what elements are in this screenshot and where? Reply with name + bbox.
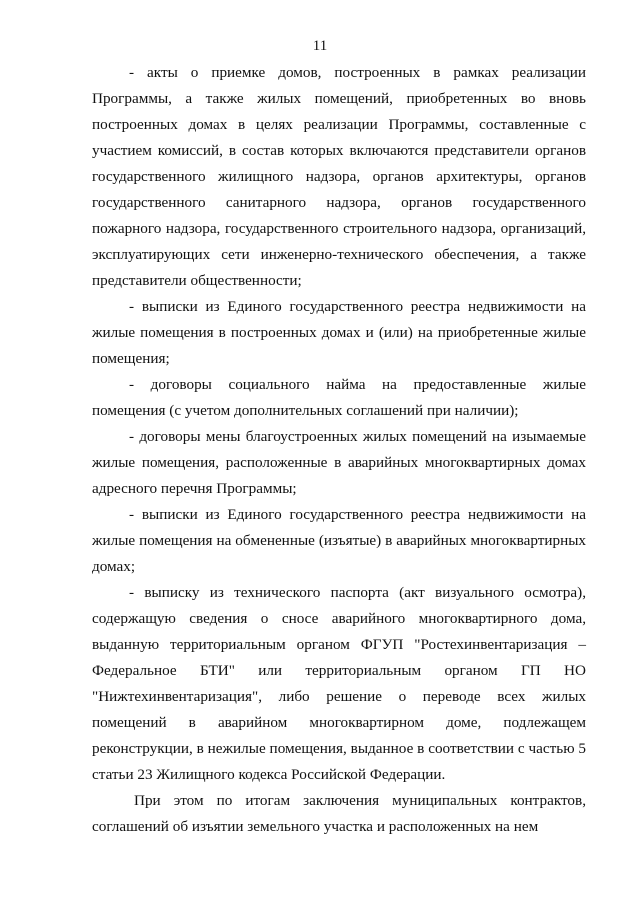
paragraph-acceptance-acts: - акты о приемке домов, построенных в рамках реализации Программы, а также жилых помещений, приобретенных во вновь построенных домах в целях реализации Программы, составленные с участием комиссий, в состав которых включаются представители органов государственного жилищного надзора, органов архитектуры, органов государственного санитарного надзора, органов государственного пожарного надзора, государственного строительного надзора, организаций, эксплуатирующих сети инженерно-технического обеспечения, а также представители общественности; (92, 64, 586, 289)
page-number: 11 (312, 38, 328, 54)
paragraph-exchange-contracts: - договоры мены благоустроенных жилых помещений на изымаемые жилые помещения, расположенные в аварийных многоквартирных домах адресного перечня Программы; (92, 428, 586, 497)
paragraph-technical-passport: - выписку из технического паспорта (акт визуального осмотра), содержащую сведения о сносе аварийного многоквартирного дома, выданную территориальным органом ФГУП "Ростехинвентаризация – Федеральное БТИ" или территориальным органом ГП НО "Нижтехинвентаризация", либо решение о переводе всех жилых помещений в аварийном многоквартирном доме, подлежащем реконструкции, в нежилые помещения, выданное в соответствии с частью 5 статьи 23 Жилищного кодекса Российской Федерации. (92, 584, 586, 783)
paragraph-contracts-conclusion: При этом по итогам заключения муниципальных контрактов, соглашений об изъятии земельного участка и расположенных на нем (92, 792, 586, 835)
document-body (92, 60, 586, 840)
paragraph-social-lease-contracts: - договоры социального найма на предоставленные жилые помещения (с учетом дополнительных соглашений при наличии); (92, 376, 586, 419)
paragraph-registry-extracts: - выписки из Единого государственного реестра недвижимости на жилые помещения в построенных домах и (или) на приобретенные жилые помещения; (92, 298, 586, 367)
paragraph-exchanged-registry-extracts: - выписки из Единого государственного реестра недвижимости на жилые помещения на обмененные (изъятые) в аварийных многоквартирных домах; (92, 506, 586, 575)
